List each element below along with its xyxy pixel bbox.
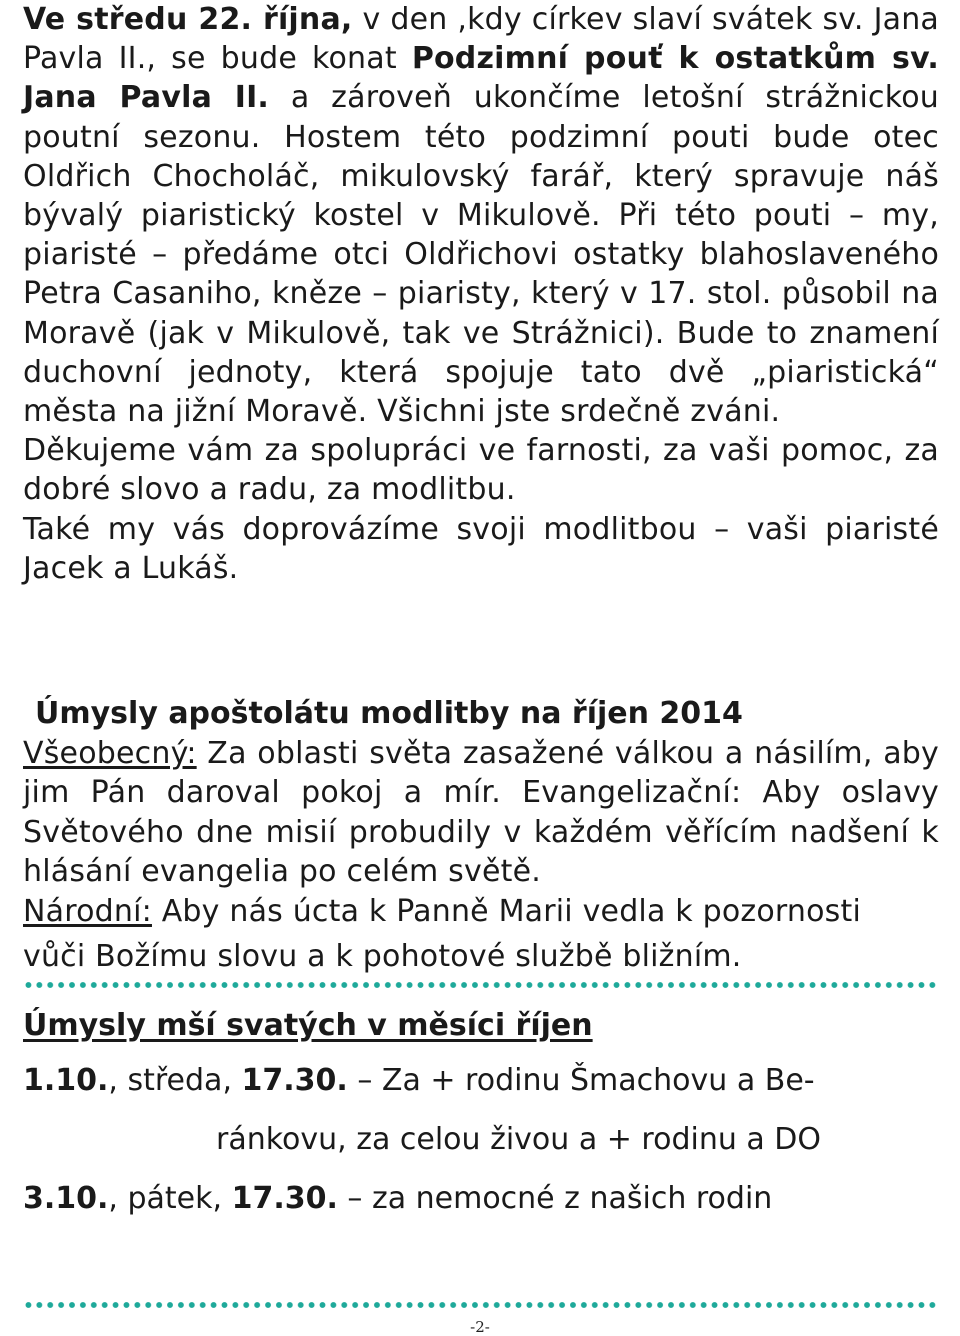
masses-heading: Úmysly mší svatých v měsíci říjen (23, 1008, 593, 1043)
mass-day: , pátek, (108, 1181, 232, 1216)
general-label: Všeobecný: (23, 736, 197, 771)
dotted-divider (23, 980, 939, 990)
mass-item (23, 1061, 815, 1101)
mass-item (23, 1179, 772, 1219)
national-text-line1: Aby nás úcta k Panně Marii vedla k pozornosti (151, 893, 861, 929)
mass-day: , středa, (108, 1063, 242, 1098)
apostolate-heading: Úmysly apoštolátu modlitby na říjen 2014 (35, 696, 743, 731)
mass-time: 17.30. (241, 1063, 348, 1098)
thanks-paragraph: Děkujeme vám za spolupráci ve farnosti, za vaši pomoc, za dobré slovo a radu, za modlitbu. (23, 433, 939, 508)
general-intention (23, 734, 939, 892)
mass-date: 3.10. (23, 1181, 109, 1216)
general-text: Za oblasti světa zasažené válkou a násilím, aby jim Pán daroval pokoj a mír. Evangelizační: Aby oslavy Světového dne misií probudily v každém věřícím nadšení k hlásání evangelia po celém světě. (23, 736, 939, 890)
dotted-divider (23, 1300, 939, 1310)
mass-intention: – Za + rodinu Šmachovu a Be- (347, 1063, 815, 1098)
mass-time: 17.30. (231, 1181, 338, 1216)
national-intention (23, 892, 939, 977)
apostolate-intentions (23, 734, 939, 976)
lead-text: v den ,kdy církev slaví svátek sv. Jana Pavla II., se bude konat (23, 2, 939, 77)
intro-announcement (23, 0, 939, 588)
intro-body: a zároveň ukončíme letošní strážnickou poutní sezonu. Hostem této podzimní pouti bude otec Oldřich Chocholáč, mikulovský farář, který spravuje náš bývalý piaristický kostel v Mikulově. Při této pouti – my, piaristé – předáme otci Oldřichovi ostatky blahoslaveného Petra Casaniho, kněze – piaristy, který v 17. stol. působil na Moravě (jak v Mikulově, tak ve Strážnici). Bude to znamení duchovní jednoty, která spojuje tato dvě „piaristická“ města na jižní Moravě. Všichni jste srdečně zváni. (23, 80, 939, 430)
intro-paragraph (23, 0, 939, 431)
event-name: Podzimní pouť k ostatkům sv. Jana Pavla II. (23, 41, 939, 116)
lead-date: Ve středu 22. října, (23, 2, 353, 37)
page-number: -2- (470, 1318, 490, 1336)
closing-paragraph: Také my vás doprovázíme svoji modlitbou – vaši piaristé Jacek a Lukáš. (23, 511, 939, 586)
mass-date: 1.10. (23, 1063, 109, 1098)
national-text-line2: vůči Božímu slovu a k pohotové službě bližním. (23, 939, 742, 975)
national-label: Národní: (23, 893, 152, 929)
mass-intention-continued: ránkovu, za celou živou a + rodinu a DO (216, 1122, 822, 1157)
mass-intention: – za nemocné z našich rodin (337, 1181, 773, 1216)
